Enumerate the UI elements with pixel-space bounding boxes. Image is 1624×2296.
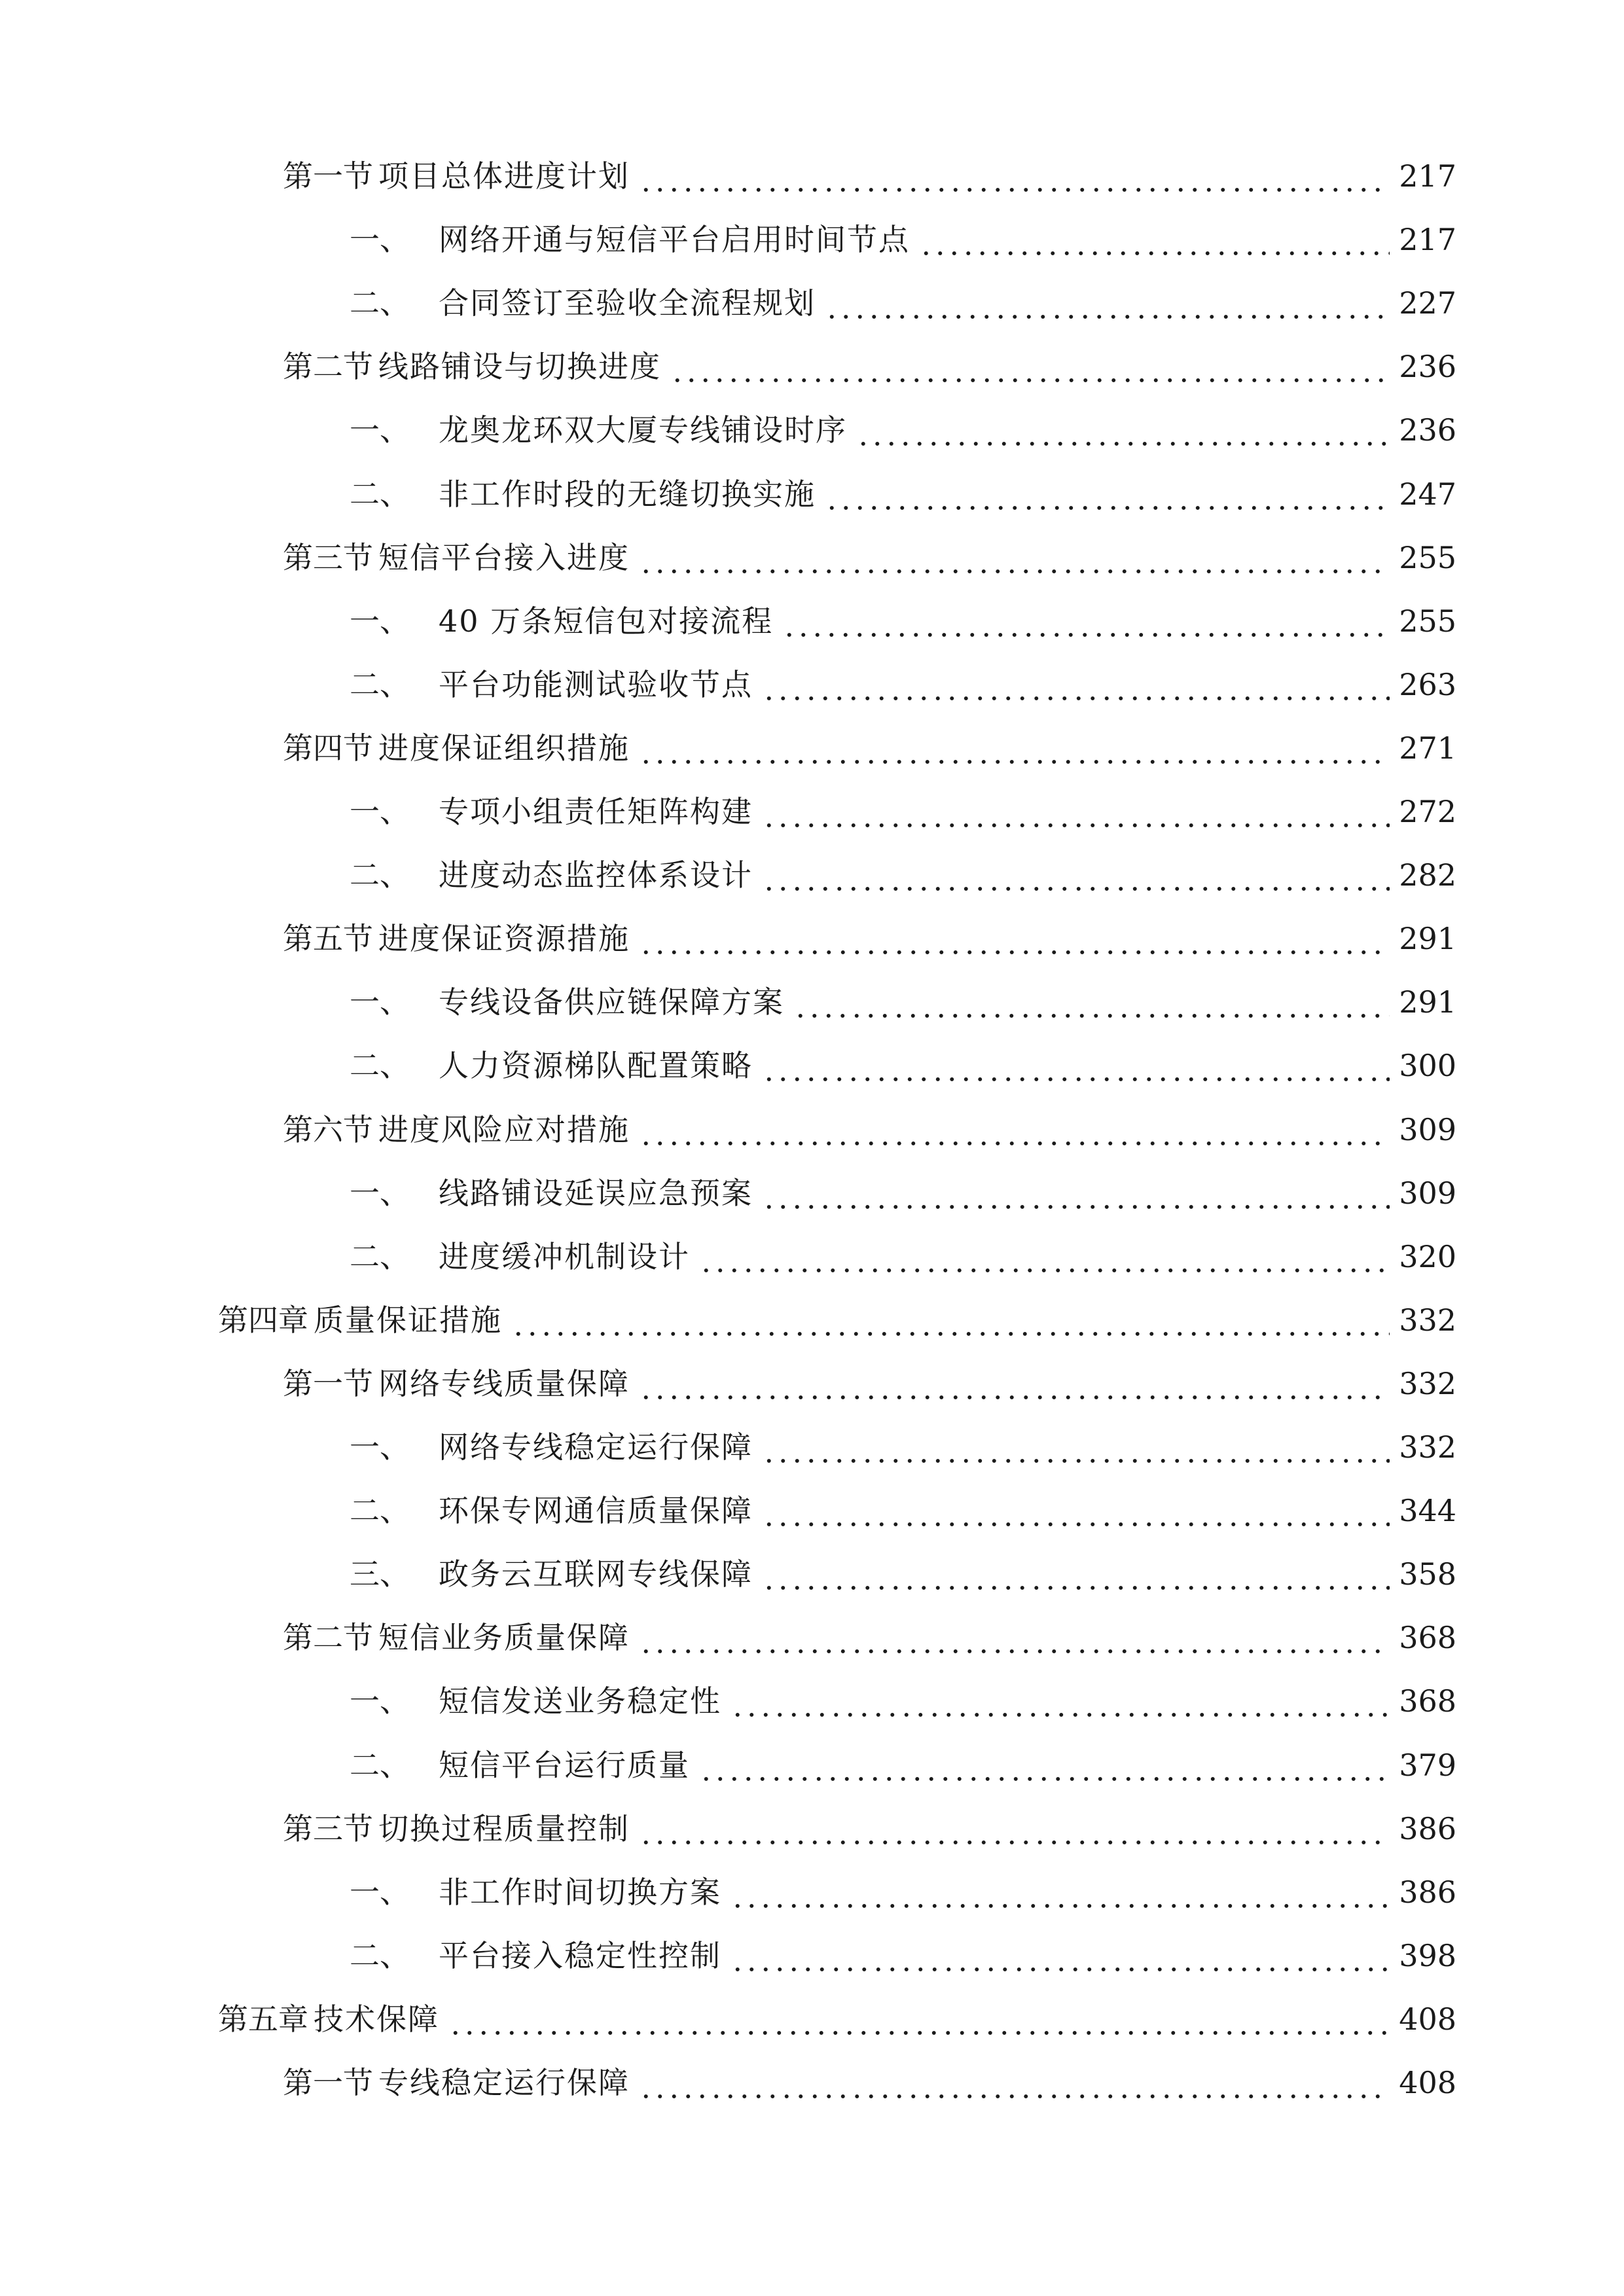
- toc-entry-number: 一、: [350, 1175, 410, 1211]
- toc-entry-number: 二、: [350, 857, 410, 893]
- toc-dot-leader: [782, 595, 1390, 647]
- toc-dot-leader: [919, 213, 1390, 266]
- toc-page-number: 291: [1399, 984, 1456, 1020]
- toc-dot-leader: [639, 531, 1390, 584]
- toc-page-number: 320: [1399, 1239, 1456, 1274]
- toc-entry-title: 合同签订至验收全流程规划: [439, 285, 816, 321]
- toc-page-number: 271: [1399, 730, 1456, 766]
- toc-page-number: 300: [1399, 1048, 1456, 1083]
- toc-section-entry[interactable]: [283, 912, 1456, 965]
- toc-dot-leader: [511, 1294, 1390, 1346]
- toc-dot-leader: [639, 1611, 1390, 1664]
- toc-dot-leader: [825, 468, 1390, 520]
- toc-page-number: 332: [1399, 1302, 1456, 1338]
- toc-section-entry[interactable]: [283, 531, 1456, 584]
- toc-page-number: 227: [1399, 285, 1456, 321]
- toc-entry-number: 一、: [350, 1683, 410, 1719]
- toc-entry-number: 二、: [350, 1493, 410, 1528]
- toc-page-number: 368: [1399, 1620, 1456, 1655]
- toc-dot-leader: [825, 277, 1390, 329]
- toc-subsection-entry[interactable]: [350, 1167, 1456, 1219]
- toc-entry-number: 一、: [350, 794, 410, 829]
- toc-entry-title: 专项小组责任矩阵构建: [439, 794, 753, 829]
- toc-page-number: 217: [1399, 222, 1456, 257]
- toc-page-number: 236: [1399, 412, 1456, 448]
- toc-dot-leader: [699, 1230, 1390, 1283]
- toc-page-number: 379: [1399, 1748, 1456, 1783]
- toc-dot-leader: [762, 1167, 1390, 1219]
- toc-entry-title: 龙奥龙环双大厦专线铺设时序: [439, 412, 847, 448]
- toc-subsection-entry[interactable]: [350, 785, 1456, 838]
- toc-entry-title: 线路铺设延误应急预案: [439, 1175, 753, 1211]
- toc-page-number: 236: [1399, 349, 1456, 384]
- toc-entry-number: 第三节: [283, 1811, 373, 1846]
- toc-entry-title: 网络开通与短信平台启用时间节点: [439, 222, 910, 257]
- toc-page-number: 291: [1399, 921, 1456, 956]
- toc-entry-title: 项目总体进度计划: [378, 158, 630, 194]
- toc-page-number: 263: [1399, 667, 1456, 702]
- toc-page-number: 272: [1399, 794, 1456, 829]
- toc-entry-number: 一、: [350, 984, 410, 1020]
- toc-entry-number: 第六节: [283, 1112, 373, 1147]
- toc-section-entry[interactable]: [283, 340, 1456, 393]
- toc-entry-number: 第四章: [218, 1302, 308, 1338]
- toc-entry-title: 进度保证资源措施: [378, 921, 630, 956]
- toc-entry-title: 进度保证组织措施: [378, 730, 630, 766]
- toc-entry-title: 短信业务质量保障: [378, 1620, 630, 1655]
- toc-page-number: 255: [1399, 603, 1456, 639]
- toc-entry-number: 一、: [350, 603, 410, 639]
- toc-dot-leader: [731, 1929, 1390, 1982]
- toc-subsection-entry[interactable]: [350, 1739, 1456, 1791]
- toc-page-number: 344: [1399, 1493, 1456, 1528]
- toc-section-entry[interactable]: [283, 1103, 1456, 1156]
- toc-entry-title: 进度风险应对措施: [378, 1112, 630, 1147]
- toc-entry-number: 第五章: [218, 2001, 308, 2037]
- toc-entry-title: 线路铺设与切换进度: [378, 349, 661, 384]
- toc-entry-number: 一、: [350, 412, 410, 448]
- toc-entry-number: 二、: [350, 285, 410, 321]
- toc-entry-number: 第一节: [283, 158, 373, 194]
- toc-page-number: 386: [1399, 1811, 1456, 1846]
- toc-entry-number: 第二节: [283, 349, 373, 384]
- toc-entry-number: 第四节: [283, 730, 373, 766]
- toc-page-number: 309: [1399, 1112, 1456, 1147]
- toc-dot-leader: [731, 1866, 1390, 1918]
- toc-dot-leader: [856, 404, 1390, 456]
- toc-subsection-entry[interactable]: [350, 1548, 1456, 1600]
- toc-subsection-entry[interactable]: [350, 1866, 1456, 1918]
- toc-section-entry[interactable]: [283, 2056, 1456, 2109]
- toc-page-number: 255: [1399, 540, 1456, 575]
- toc-page-number: 282: [1399, 857, 1456, 893]
- toc-entry-title: 短信发送业务稳定性: [439, 1683, 721, 1719]
- toc-entry-number: 第三节: [283, 540, 373, 575]
- toc-dot-leader: [762, 849, 1390, 901]
- toc-entry-title: 短信平台运行质量: [439, 1748, 690, 1783]
- toc-entry-title: 人力资源梯队配置策略: [439, 1048, 753, 1083]
- toc-page-number: 332: [1399, 1429, 1456, 1465]
- toc-entry-number: 二、: [350, 1938, 410, 1973]
- toc-entry-title: 政务云互联网专线保障: [439, 1556, 753, 1592]
- toc-dot-leader: [639, 2056, 1390, 2109]
- toc-entry-number: 三、: [350, 1556, 410, 1592]
- toc-dot-leader: [731, 1675, 1390, 1727]
- toc-section-entry[interactable]: [283, 1357, 1456, 1410]
- toc-entry-number: 一、: [350, 222, 410, 257]
- toc-subsection-entry[interactable]: [350, 213, 1456, 266]
- toc-chapter-entry[interactable]: [218, 1294, 1456, 1346]
- toc-entry-title: 技术保障: [314, 2001, 439, 2037]
- toc-entry-number: 二、: [350, 1048, 410, 1083]
- toc-entry-number: 一、: [350, 1874, 410, 1910]
- toc-section-entry[interactable]: [283, 150, 1456, 202]
- toc-dot-leader: [639, 1803, 1390, 1855]
- toc-page-number: 358: [1399, 1556, 1456, 1592]
- toc-entry-title: 环保专网通信质量保障: [439, 1493, 753, 1528]
- toc-subsection-entry[interactable]: [350, 277, 1456, 329]
- toc-entry-number: 二、: [350, 476, 410, 512]
- toc-dot-leader: [762, 1548, 1390, 1600]
- toc-page-number: 408: [1399, 2001, 1456, 2037]
- toc-entry-number: 第一节: [283, 1366, 373, 1401]
- toc-dot-leader: [762, 658, 1390, 711]
- toc-subsection-entry[interactable]: [350, 658, 1456, 711]
- toc-subsection-entry[interactable]: [350, 1230, 1456, 1283]
- toc-entry-number: 第一节: [283, 2065, 373, 2100]
- toc-entry-number: 二、: [350, 1748, 410, 1783]
- toc-section-entry[interactable]: [283, 722, 1456, 774]
- toc-page-number: 368: [1399, 1683, 1456, 1719]
- toc-dot-leader: [762, 1484, 1390, 1537]
- toc-dot-leader: [670, 340, 1390, 393]
- toc-entry-number: 第五节: [283, 921, 373, 956]
- toc-page-number: 398: [1399, 1938, 1456, 1973]
- toc-entry-title: 切换过程质量控制: [378, 1811, 630, 1846]
- toc-dot-leader: [699, 1739, 1390, 1791]
- toc-entry-title: 专线稳定运行保障: [378, 2065, 630, 2100]
- toc-subsection-entry[interactable]: [350, 1421, 1456, 1473]
- toc-page-number: 217: [1399, 158, 1456, 194]
- toc-entry-title: 非工作时间切换方案: [439, 1874, 721, 1910]
- toc-page-number: 408: [1399, 2065, 1456, 2100]
- toc-dot-leader: [762, 1039, 1390, 1092]
- toc-entry-title: 短信平台接入进度: [378, 540, 630, 575]
- toc-entry-title: 平台功能测试验收节点: [439, 667, 753, 702]
- toc-dot-leader: [639, 722, 1390, 774]
- toc-dot-leader: [762, 785, 1390, 838]
- toc-entry-number: 第二节: [283, 1620, 373, 1655]
- toc-page-number: 386: [1399, 1874, 1456, 1910]
- toc-entry-title: 非工作时段的无缝切换实施: [439, 476, 816, 512]
- toc-page-number: 332: [1399, 1366, 1456, 1401]
- toc-entry-title: 质量保证措施: [314, 1302, 502, 1338]
- toc-dot-leader: [448, 1993, 1390, 2045]
- toc-entry-title: 进度动态监控体系设计: [439, 857, 753, 893]
- toc-entry-title: 专线设备供应链保障方案: [439, 984, 784, 1020]
- toc-entry-title: 网络专线质量保障: [378, 1366, 630, 1401]
- toc-subsection-entry[interactable]: [350, 1929, 1456, 1982]
- toc-dot-leader: [762, 1421, 1390, 1473]
- toc-subsection-entry[interactable]: [350, 468, 1456, 520]
- toc-page-number: 247: [1399, 476, 1456, 512]
- toc-dot-leader: [639, 150, 1390, 202]
- toc-subsection-entry[interactable]: [350, 1675, 1456, 1727]
- toc-entry-number: 二、: [350, 667, 410, 702]
- toc-entry-title: 网络专线稳定运行保障: [439, 1429, 753, 1465]
- toc-dot-leader: [793, 976, 1390, 1028]
- toc-subsection-entry[interactable]: [350, 1039, 1456, 1092]
- toc-subsection-entry[interactable]: [350, 976, 1456, 1028]
- toc-entry-title: 进度缓冲机制设计: [439, 1239, 690, 1274]
- toc-chapter-entry[interactable]: [218, 1993, 1456, 2045]
- toc-section-entry[interactable]: [283, 1611, 1456, 1664]
- toc-entry-number: 一、: [350, 1429, 410, 1465]
- toc-subsection-entry[interactable]: [350, 1484, 1456, 1537]
- toc-subsection-entry[interactable]: [350, 849, 1456, 901]
- toc-subsection-entry[interactable]: [350, 595, 1456, 647]
- toc-entry-title: 40 万条短信包对接流程: [439, 603, 774, 639]
- toc-entry-title: 平台接入稳定性控制: [439, 1938, 721, 1973]
- toc-dot-leader: [639, 1103, 1390, 1156]
- toc-page-number: 309: [1399, 1175, 1456, 1211]
- toc-dot-leader: [639, 912, 1390, 965]
- toc-entry-number: 二、: [350, 1239, 410, 1274]
- toc-section-entry[interactable]: [283, 1803, 1456, 1855]
- toc-dot-leader: [639, 1357, 1390, 1410]
- toc-subsection-entry[interactable]: [350, 404, 1456, 456]
